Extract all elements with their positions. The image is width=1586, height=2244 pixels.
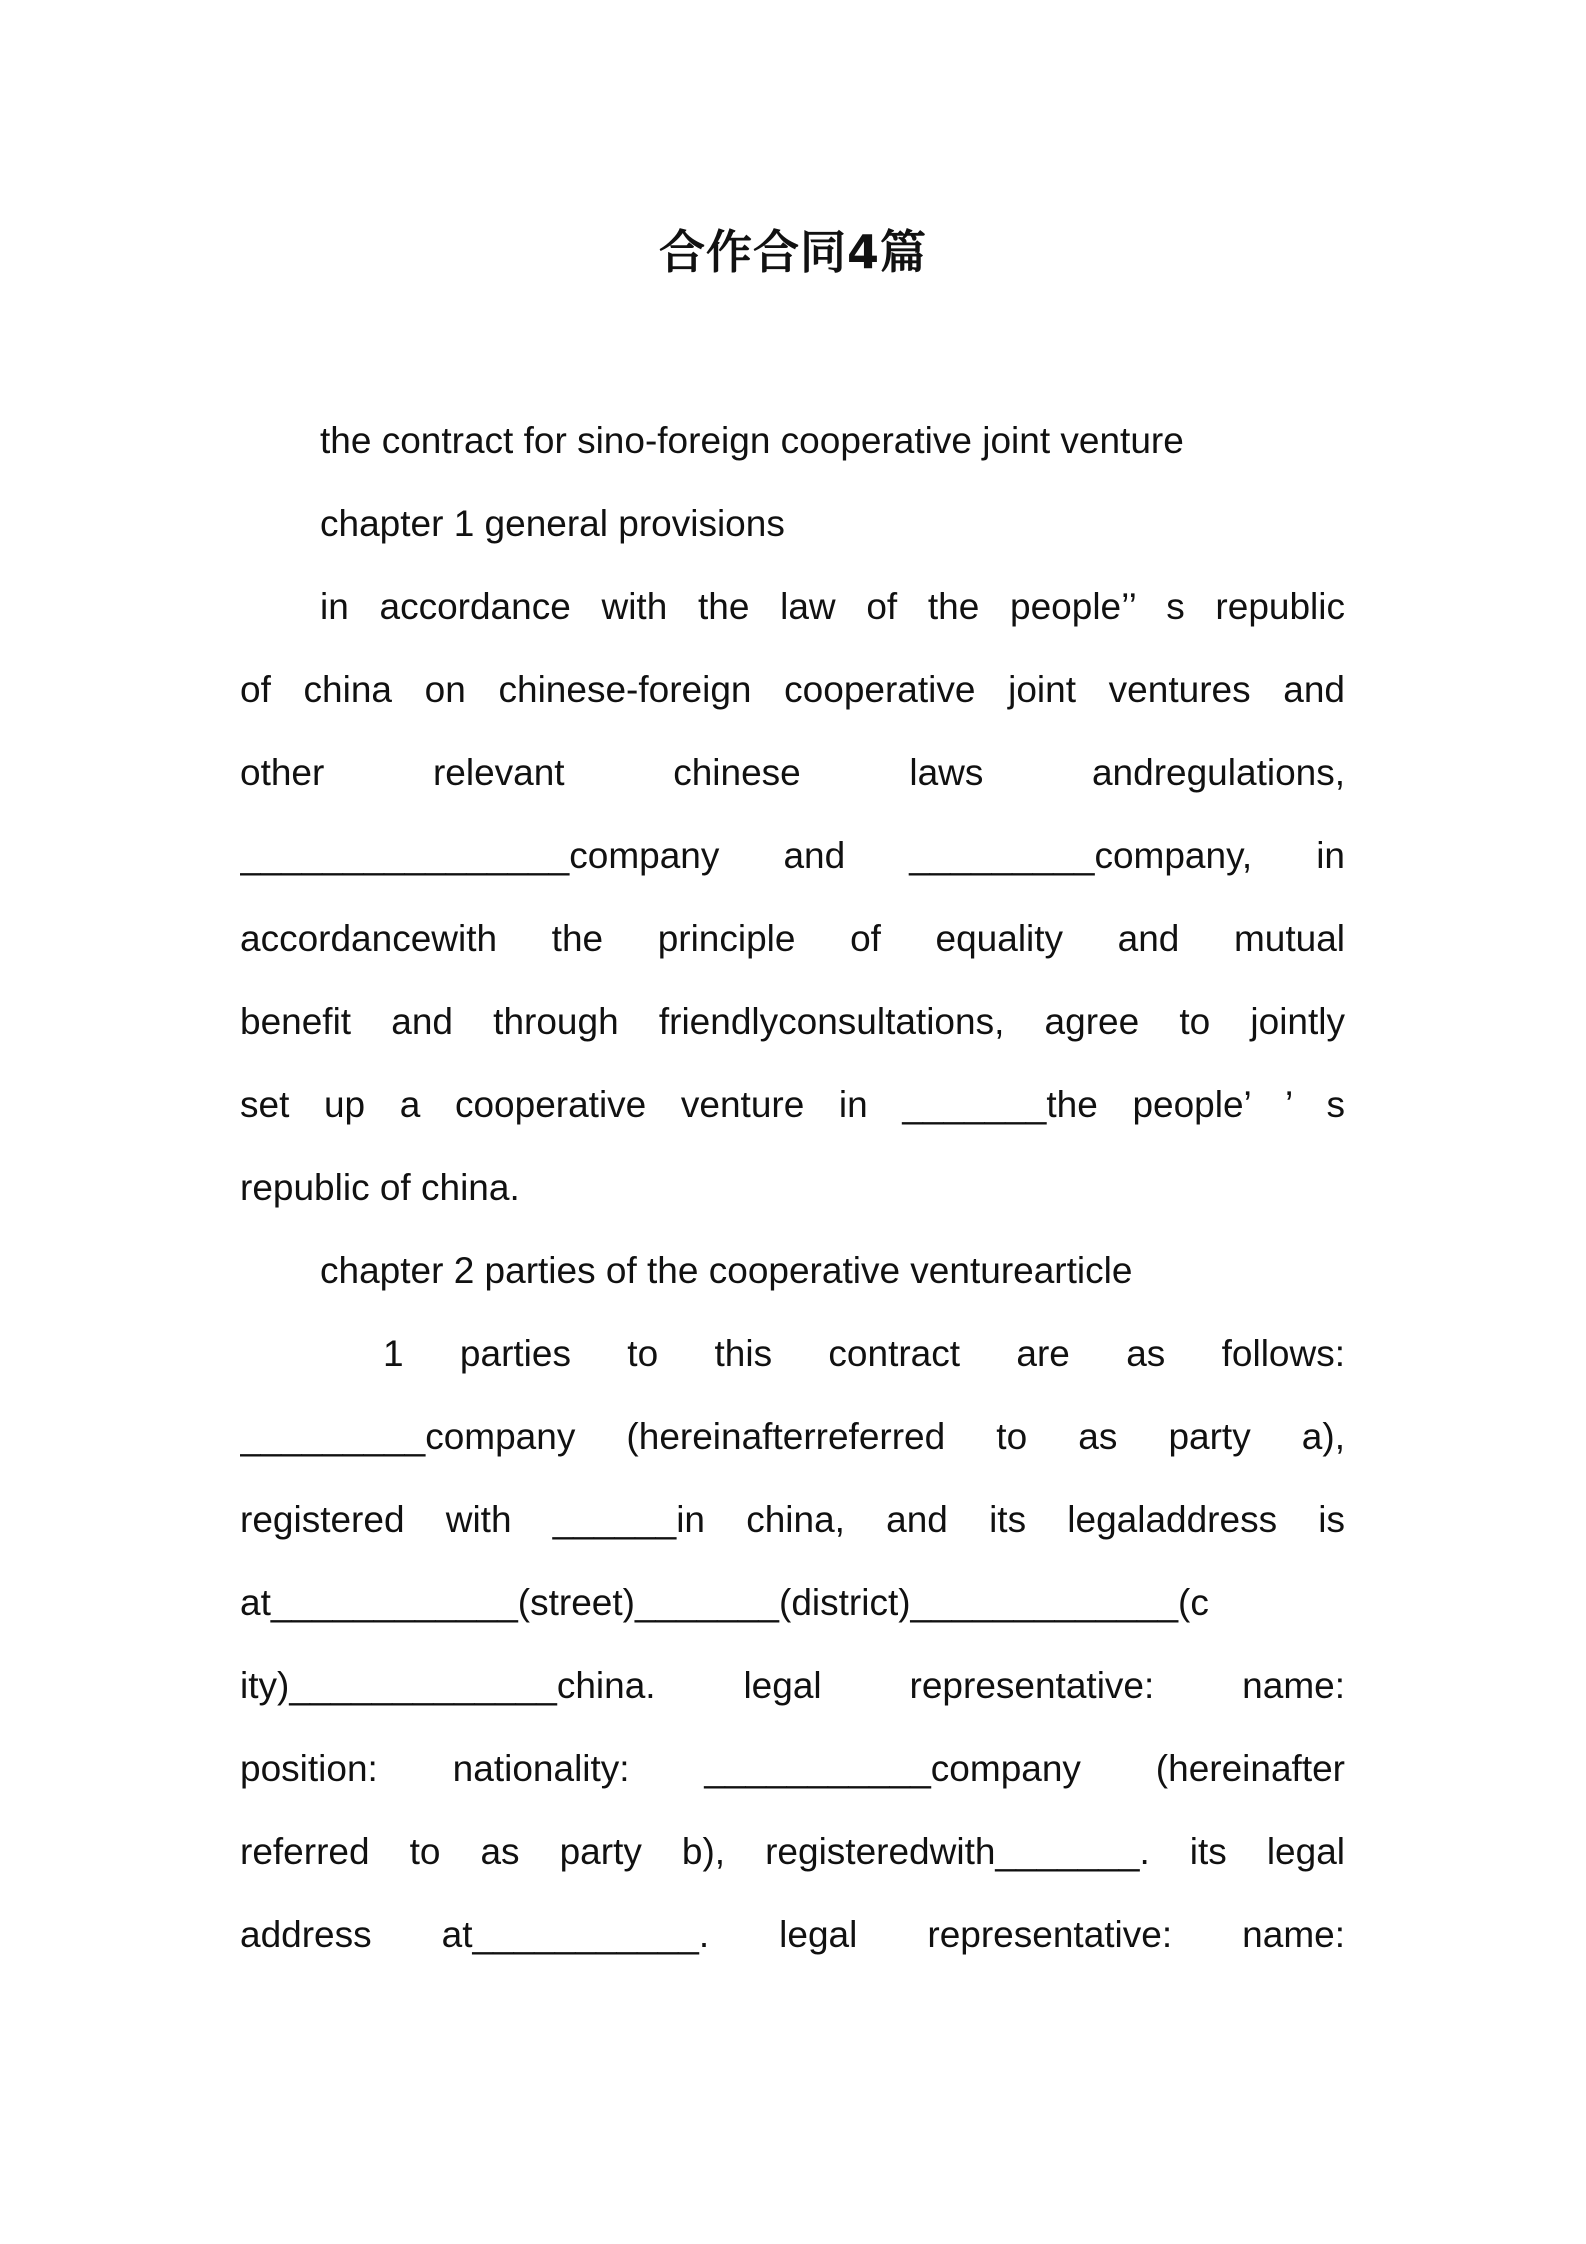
text-line: _________company (hereinafterreferred to as party a), [240,1416,1345,1457]
text-line: benefit and through friendlyconsultations, agree to jointly [240,1001,1345,1042]
text-line: ity)_____________china. legal representative: name: [240,1665,1345,1706]
text-line: address at___________. legal representative: name: [240,1914,1345,1955]
text-line: position: nationality: ___________company (hereinafter [240,1748,1345,1789]
text-line: ________________company and _________company, in [240,835,1345,876]
text-line: the contract for sino-foreign cooperative joint venture [320,420,1184,461]
text-line: set up a cooperative venture in _______the people’ ’ s [240,1084,1345,1125]
text-line: chapter 2 parties of the cooperative venturearticle [320,1250,1133,1291]
text-line: accordancewith the principle of equality and mutual [240,918,1345,959]
text-line: chapter 1 general provisions [320,503,785,544]
text-line: in accordance with the law of the people’’ s republic [320,586,1345,627]
text-line: of china on chinese-foreign cooperative joint ventures and [240,669,1345,710]
text-line: registered with ______in china, and its legaladdress is [240,1499,1345,1540]
text-line: republic of china. [240,1167,520,1208]
text-line: at____________(street)_______(district)_____________(c [240,1582,1209,1623]
text-line: referred to as party b), registeredwith_______. its legal [240,1831,1345,1872]
text-line: 1 parties to this contract are as follows: [383,1333,1345,1374]
document-body [240,399,1345,1976]
document-title: 合作合同4篇 [658,225,927,279]
text-line: other relevant chinese laws andregulations, [240,752,1345,793]
